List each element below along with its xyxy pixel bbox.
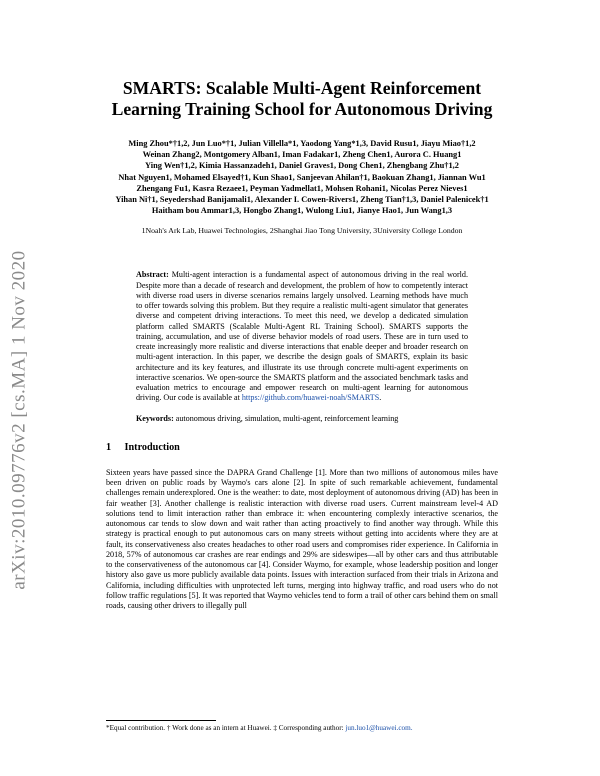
title-line-2: Learning Training School for Autonomous Driving [111, 99, 493, 119]
paper-title [106, 78, 498, 120]
keywords-label: Keywords: [136, 413, 174, 423]
corresponding-email-link[interactable]: jun.luo1@huawei.com. [345, 724, 413, 732]
keywords-text: autonomous driving, simulation, multi-agent, reinforcement learning [175, 413, 399, 423]
code-link[interactable]: https://github.com/huawei-noah/SMARTS [241, 393, 380, 403]
author-line: Weinan Zhang2, Montgomery Alban1, Iman Fadakar1, Zheng Chen1, Aurora C. Huang1 [142, 150, 462, 160]
footnote [106, 724, 498, 733]
intro-paragraph: Sixteen years have passed since the DAPRA Grand Challenge [1]. More than two millions of autonomous miles have been driven on public roads by Waymo's cars alone [2]. In spite of such remarkable achievement, fundamental challenges remain underexplored. One is the weather: to date, most deployment of autonomous driving (AD) has been in fair weather [3]. Another challenge is realistic interaction with diverse road users. Current mainstream level-4 AD solutions tend to limit interaction rather than embrace it: when encountering complexly interactive scenarios, the autonomous car tends to slow down and wait rather than acting proactively to find another way through. While this strategy is practical enough to put autonomous cars on many streets without getting into accidents where they are at fault, its conservativeness also creates headaches to other road users and compromises rider experience. In California in 2018, 57% of autonomous car crashes are rear endings and 29% are sideswipes—all by other cars and thus attributable to the conservativeness of the autonomous car [4]. Consider Waymo, for example, whose leadership position and longer history also gave us more publicly available data points. Issues with interaction surfaced from their trials in Arizona and California, including difficulties with unprotected left turns, merging into highway traffic, and road users who do not follow traffic regulations [5]. It was reported that Waymo vehicles tend to form a trail of other cars behind them on small roads, causing other drivers to illegally pull [106, 467, 498, 611]
arxiv-identifier-stamp [6, 210, 34, 630]
author-line: Nhat Nguyen1, Mohamed Elsayed†1, Kun Shao1, Sanjeevan Ahilan†1, Baokuan Zhang1, Jiannan Wu1 [118, 172, 486, 182]
keywords [136, 414, 468, 424]
footnote-rule [106, 720, 216, 721]
arxiv-identifier: arXiv:2010.09776v2 [cs.MA] 1 Nov 2020 [9, 250, 31, 590]
author-line: Haitham bou Ammar1,3, Hongbo Zhang1, Wulong Liu1, Jianye Hao1, Jun Wang1,3 [151, 206, 453, 216]
author-line: Ming Zhou*†1,2, Jun Luo*†1, Julian Villella*1, Yaodong Yang*1,3, David Rusu1, Jiayu Miao†1,2 [128, 139, 476, 148]
affiliations: 1Noah's Ark Lab, Huawei Technologies, 2Shanghai Jiao Tong University, 3University College London [141, 226, 463, 236]
abstract-text: Multi-agent interaction is a fundamental aspect of autonomous driving in the real world. Despite more than a decade of research and development, the problem of how to competently interact with diverse road users in diverse scenarios remains largely unsolved. Learning methods have much to offer towards solving this problem. But they require a realistic multi-agent simulator that generates diverse and competent driving interactions. To meet this need, we develop a dedicated simulation platform called SMARTS (Scalable Multi-Agent RL Training School). SMARTS supports the training, accumulation, and use of diverse behavior models of road users. These are in turn used to create increasingly more realistic and diverse interactions that enable deeper and broader research on multi-agent interaction. In this paper, we describe the design goals of SMARTS, explain its basic architecture and its key features, and illustrate its use through concrete multi-agent experiments on interactive scenarios. We open-source the SMARTS platform and the associated benchmark tasks and evaluation metrics to encourage and empower research on multi-agent learning for autonomous driving. Our code is available at [136, 270, 468, 403]
section-number: 1 [106, 441, 112, 453]
author-line: Yihan Ni†1, Seyedershad Banijamali1, Alexander I. Cowen-Rivers1, Zheng Tian†1,3, Daniel Palenicek†1 [115, 195, 489, 205]
section-heading [106, 442, 498, 454]
section-title: Introduction [124, 441, 180, 453]
author-line: Zhengang Fu1, Kasra Rezaee1, Peyman Yadmellat1, Mohsen Rohani1, Nicolas Perez Nieves1 [136, 183, 468, 193]
paper-page [106, 78, 498, 611]
abstract: Abstract: Multi-agent interaction is a fundamental aspect of autonomous driving in the real world. Despite more than a decade of research and development, the problem of how to competently interact with diverse road users in diverse scenarios remains largely unsolved. Learning methods have much to offer towards solving this problem. But they require a realistic multi-agent simulator that generates diverse and competent driving interactions. To meet this need, we develop a dedicated simulation platform called SMARTS (Scalable Multi-Agent RL Training School). SMARTS supports the training, accumulation, and use of diverse behavior models of road users. These are in turn used to create increasingly more realistic and diverse interactions that enable deeper and broader research on multi-agent interaction. In this paper, we describe the design goals of SMARTS, explain its basic architecture and its key features, and illustrate its use through concrete multi-agent experiments on interactive scenarios. We open-source the SMARTS platform and the associated benchmark tasks and evaluation metrics to encourage and empower research on multi-agent learning for autonomous driving. Our code is available at https://github.com/huawei-noah/SMARTS. [136, 270, 468, 403]
title-line-1: SMARTS: Scalable Multi-Agent Reinforcement [122, 78, 482, 98]
author-list [106, 138, 498, 216]
author-line: Ying Wen†1,2, Kimia Hassanzadeh1, Daniel Graves1, Dong Chen1, Zhengbang Zhu†1,2 [145, 161, 459, 171]
abstract-label: Abstract: [136, 270, 169, 280]
footnote-text: *Equal contribution. † Work done as an intern at Huawei. ‡ Corresponding author: [106, 724, 344, 732]
